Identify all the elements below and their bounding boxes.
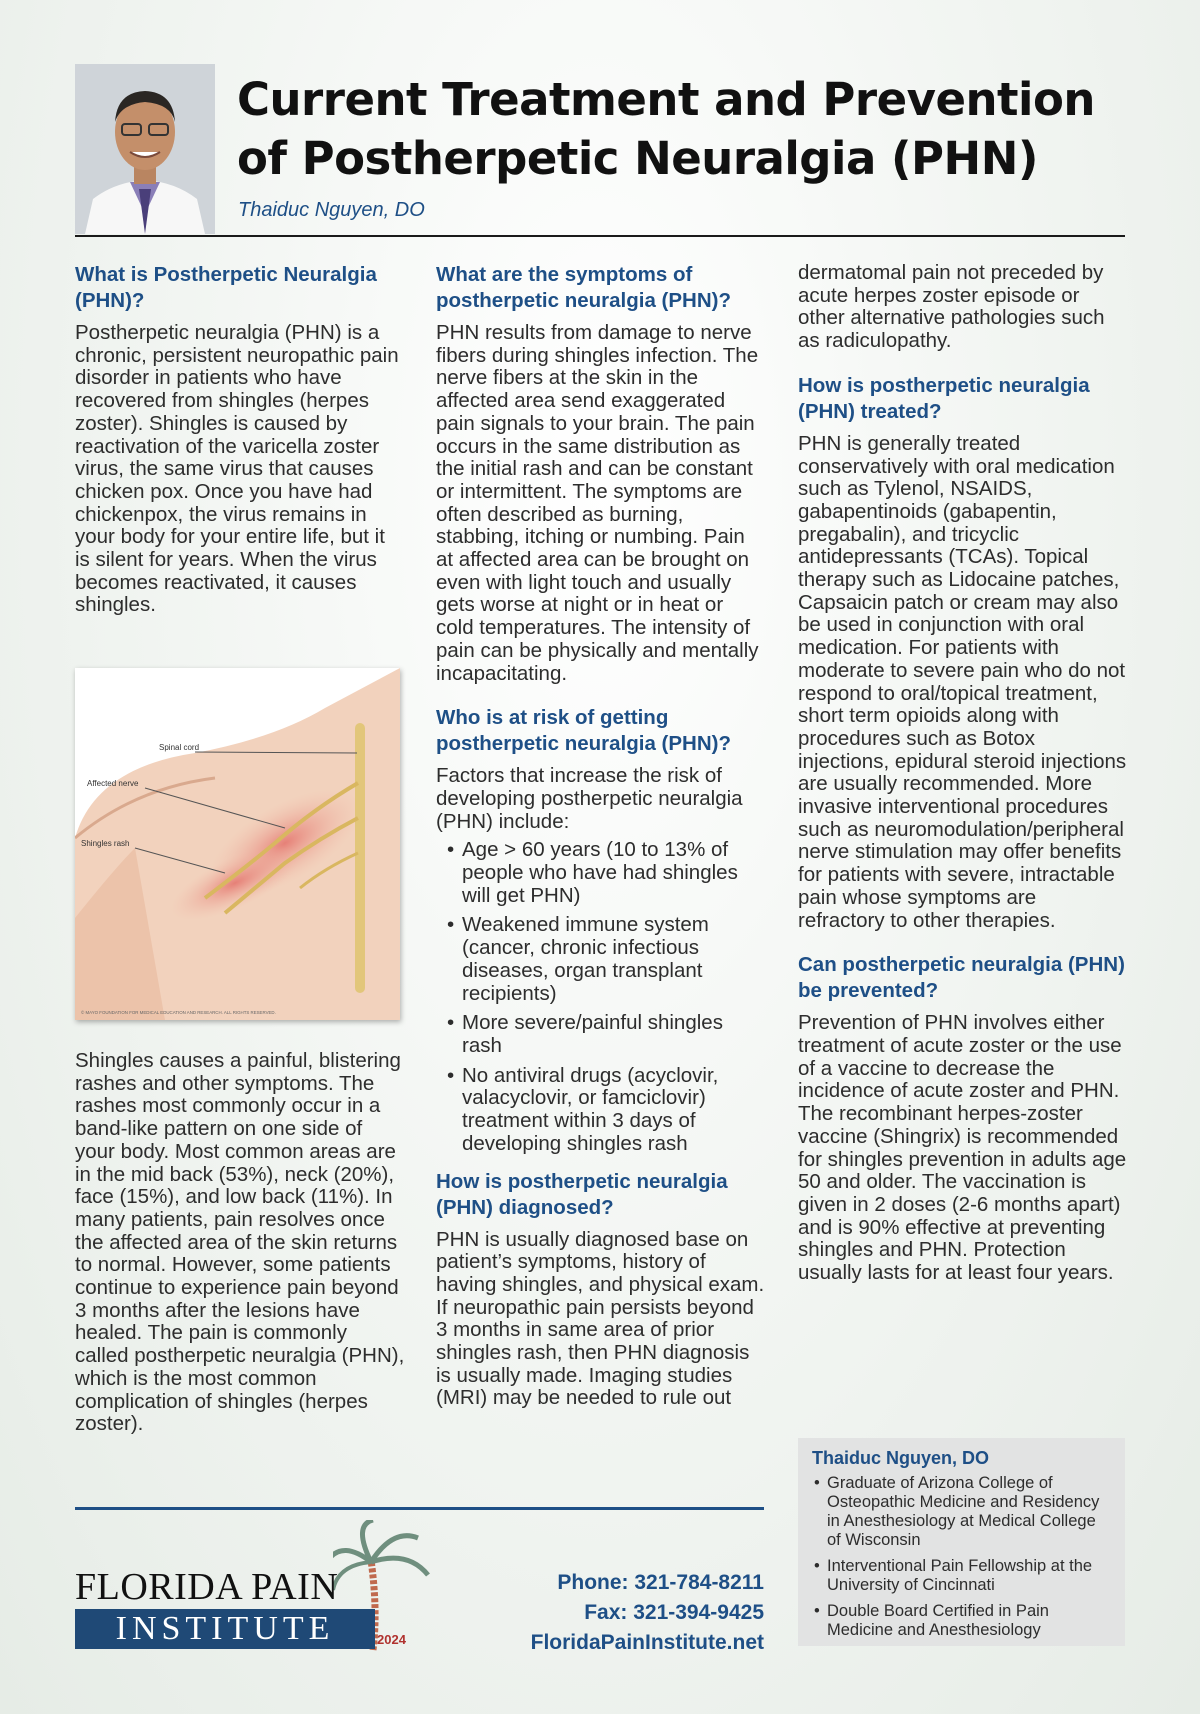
label-spinal-cord: Spinal cord (159, 743, 200, 752)
column-1-lower (75, 1050, 405, 1436)
list-item: • No antiviral drugs (acyclovir, valacyclovir, or famciclovir) treatment within 3 days of developing shingles rash (462, 1065, 766, 1156)
fax-number: Fax: 321-394-9425 (584, 1601, 764, 1624)
label-affected-nerve: Affected nerve (87, 779, 139, 788)
author-byline: Thaiduc Nguyen, DO (238, 199, 425, 221)
list-item: • Weakened immune system (cancer, chronic infectious diseases, organ transplant recipients) (462, 914, 766, 1005)
header-divider (75, 235, 1125, 237)
heading-risk: Who is at risk of getting postherpetic neuralgia (PHN)? (436, 706, 732, 756)
body-what-is: Postherpetic neuralgia (PHN) is a chronic, persistent neuropathic pain disorder in patients who have recovered from shingles (herpes zoster). Shingles is caused by reactivation of the varicella zoster virus, the same virus that causes chicken pox. Once you have had chickenpox, the virus remains in your body for your entire life, but it is silent for years. When the virus becomes reactivated, it causes shingles. (75, 321, 399, 617)
logo-year: 2024 (377, 1632, 406, 1647)
logo-line-2: INSTITUTE (115, 1610, 335, 1647)
body-risk-intro: Factors that increase the risk of developing postherpetic neuralgia (PHN) include: (436, 764, 743, 833)
heading-what-is: What is Postherpetic Neuralgia (PHN)? (75, 263, 377, 312)
author-photo (75, 64, 215, 234)
title-line-1: Current Treatment and Prevention (237, 73, 1095, 126)
column-3 (798, 262, 1128, 1285)
body-diagnosed-continued: dermatomal pain not preceded by acute herpes zoster episode or other alternative pathologies such as radiculopathy. (798, 261, 1105, 353)
heading-treated: How is postherpetic neuralgia (PHN) treated? (798, 373, 1090, 423)
list-item: • Double Board Certified in Pain Medicine and Anesthesiology (827, 1602, 1111, 1640)
article-title (237, 70, 1095, 188)
website-link[interactable]: FloridaPainInstitute.net (530, 1631, 764, 1654)
contact-info (470, 1568, 764, 1658)
heading-symptoms: What are the symptoms of postherpetic neuralgia (PHN)? (436, 263, 732, 312)
list-item: • Age > 60 years (10 to 13% of people who have had shingles will get PHN) (462, 839, 766, 907)
bio-name: Thaiduc Nguyen, DO (812, 1448, 990, 1468)
phone-number[interactable]: Phone: 321-784-8211 (557, 1571, 764, 1594)
logo-line-1: FLORIDA PAIN (75, 1566, 339, 1608)
heading-diagnosed: How is postherpetic neuralgia (PHN) diagnosed? (436, 1169, 728, 1219)
body-prevented: Prevention of PHN involves either treatment of acute zoster or the use of a vaccine to decrease the incidence of acute zoster and PHN. The recombinant herpes-zoster vaccine (Shingrix) is recommended for shingles prevention in adults age 50 and older. The vaccination is given in 2 doses (2-6 months apart) and is 90% effective at preventing shingles and PHN. Protection usually lasts for at least four years. (798, 1011, 1127, 1285)
list-item: • Interventional Pain Fellowship at the University of Cincinnati (827, 1557, 1111, 1595)
illustration-copyright: © MAYO FOUNDATION FOR MEDICAL EDUCATION AND RESEARCH. ALL RIGHTS RESERVED. (81, 1010, 276, 1015)
body-diagnosed: PHN is usually diagnosed base on patient’s symptoms, history of having shingles, and physical exam. If neuropathic pain persists beyond 3 months in same area of prior shingles rash, then PHN diagnosis is usually made. Imaging studies (MRI) may be needed to rule out (436, 1227, 765, 1410)
column-2 (436, 262, 766, 1410)
label-shingles-rash: Shingles rash (81, 839, 130, 848)
footer-divider (75, 1507, 764, 1510)
shingles-illustration (75, 668, 400, 1020)
body-shingles: Shingles causes a painful, blistering rashes and other symptoms. The rashes most commonly occur in a band-like pattern on one side of your body. Most common areas are in the mid back (53%), neck (20%), face (15%), and low back (11%). In many patients, pain resolves once the affected area of the skin returns to normal. However, some patients continue to experience pain beyond 3 months after the lesions have healed. The pain is commonly called postherpetic neuralgia (PHN), which is the most common complication of shingles (herpes zoster). (75, 1049, 405, 1436)
list-item: • Graduate of Arizona College of Osteopathic Medicine and Residency in Anesthesiology at Medical College of Wisconsin (827, 1474, 1111, 1550)
column-1 (75, 262, 405, 617)
heading-prevented: Can postherpetic neuralgia (PHN) be prevented? (798, 953, 1125, 1003)
article-header (75, 64, 1125, 236)
list-item: • More severe/painful shingles rash (462, 1012, 766, 1057)
body-symptoms: PHN results from damage to nerve fibers during shingles infection. The nerve fibers at the skin in the affected area send exaggerated pain signals to your brain. The pain occurs in the same distribution as the initial rash and can be constant or intermittent. The symptoms are often described as burning, stabbing, itching or numbing. Pain at affected area can be brought on even with light touch and usually gets worse at night or in heat or cold temperatures. The intensity of pain can be physically and mentally incapacitating. (436, 321, 759, 685)
risk-list (436, 839, 766, 1155)
bio-list (812, 1474, 1111, 1640)
author-bio-box (798, 1438, 1125, 1646)
body-treated: PHN is generally treated conservatively with oral medication such as Tylenol, NSAIDS, gabapentinoids (gabapentin, pregabalin), and tricyclic antidepressants (TCAs). Topical therapy such as Lidocaine patches, Capsaicin patch or cream may also be used in conjunction with oral medication. For patients with moderate to severe pain who do not respond to oral/topical treatment, short term opioids along with procedures such as Botox injections, epidural steroid injections are usually recommended. More invasive interventional procedures such as neuromodulation/peripheral nerve stimulation may offer benefits for patients with severe, intractable pain whose symptoms are refractory to other therapies. (798, 431, 1127, 932)
florida-pain-institute-logo (75, 1520, 445, 1655)
title-line-2: of Postherpetic Neuralgia (PHN) (237, 132, 1038, 185)
